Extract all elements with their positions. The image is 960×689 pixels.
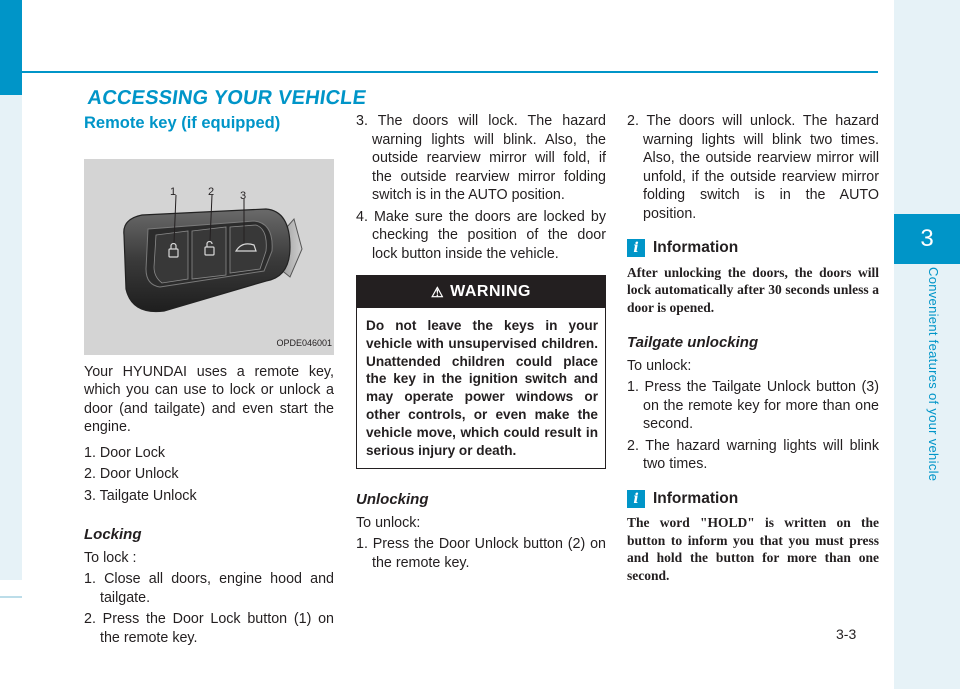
- locking-intro: To lock :: [84, 549, 137, 566]
- information-text: The word "HOLD" is written on the button to inform you that you must press and hold the button for more than one second.: [627, 515, 879, 583]
- locking-step: 2. Press the Door Lock button (1) on the remote key.: [84, 611, 334, 646]
- locking-step: 4. Make sure the doors are locked by checking the position of the door lock button inside the vehicle.: [356, 208, 606, 262]
- warning-triangle-icon: ⚠: [431, 283, 445, 300]
- button-callout-3: 3: [240, 189, 247, 202]
- left-margin-bar: [0, 0, 22, 580]
- column-1: [84, 112, 334, 650]
- locking-step: 3. The doors will lock. The hazard warning lights will blink. Also, the outside rearview mirror will fold, if the outside rearview mirror folding switch is in the AUTO position.: [356, 113, 606, 203]
- header-rule: [22, 71, 878, 73]
- locking-heading: Locking: [84, 526, 142, 543]
- unlocking-heading: Unlocking: [356, 491, 429, 509]
- remote-key-figure: [84, 159, 334, 355]
- remote-key-heading: Remote key (if equipped): [84, 114, 281, 132]
- chapter-title-vertical: Convenient features of your vehicle: [926, 267, 941, 482]
- button-callout-2: 2: [208, 185, 215, 198]
- page-number: 3-3: [836, 626, 857, 642]
- tailgate-intro: To unlock:: [627, 357, 692, 374]
- information-header: [627, 490, 879, 509]
- information-icon: i: [627, 490, 645, 508]
- tailgate-heading: Tailgate unlocking: [627, 334, 759, 351]
- figure-code: OPDE046001: [276, 338, 332, 348]
- section-title: ACCESSING YOUR VEHICLE: [86, 87, 368, 109]
- remote-key-intro: Your HYUNDAI uses a remote key, which you can use to lock or unlock a door (and tailgate) and even start the engine.: [84, 363, 334, 435]
- left-margin-divider: [0, 596, 22, 598]
- unlocking-intro: To unlock:: [356, 514, 421, 531]
- button-list-item: 1. Door Lock: [84, 444, 166, 461]
- chapter-bookmark: [0, 0, 22, 95]
- button-list-item: 3. Tailgate Unlock: [84, 487, 197, 504]
- tailgate-step: 2. The hazard warning lights will blink two times.: [627, 437, 879, 472]
- information-title: Information: [653, 239, 739, 256]
- column-2: [356, 112, 606, 575]
- warning-header: [357, 276, 605, 308]
- column-3: [627, 112, 879, 598]
- tailgate-step: 1. Press the Tailgate Unlock button (3) on the remote key for more than one second.: [627, 379, 879, 432]
- warning-text: Do not leave the keys in your vehicle with unsupervised children. Unattended children could place the key in the ignition switch and may operate power windows or other controls, or even make the vehicle move, which could result in serious injury or death.: [366, 318, 598, 458]
- button-callout-1: 1: [170, 185, 177, 198]
- locking-step: 1. Close all doors, engine hood and tailgate.: [84, 571, 334, 606]
- button-list-item: 2. Door Unlock: [84, 466, 179, 482]
- chapter-number-tab[interactable]: 3: [894, 214, 960, 264]
- information-icon: i: [627, 239, 645, 257]
- warning-title: WARNING: [450, 282, 531, 300]
- warning-box: [356, 275, 606, 469]
- unlocking-step: 1. Press the Door Unlock button (2) on the remote key.: [356, 536, 606, 571]
- information-title: Information: [653, 489, 739, 507]
- unlocking-step: 2. The doors will unlock. The hazard warning lights will blink two times. Also, the outside rearview mirror will unfold, if the outside rearview mirror folding switch is in the AUTO position.: [627, 113, 879, 222]
- information-text: After unlocking the doors, the doors will lock automatically after 30 seconds unless a door is opened.: [627, 264, 879, 315]
- information-header: [627, 239, 879, 258]
